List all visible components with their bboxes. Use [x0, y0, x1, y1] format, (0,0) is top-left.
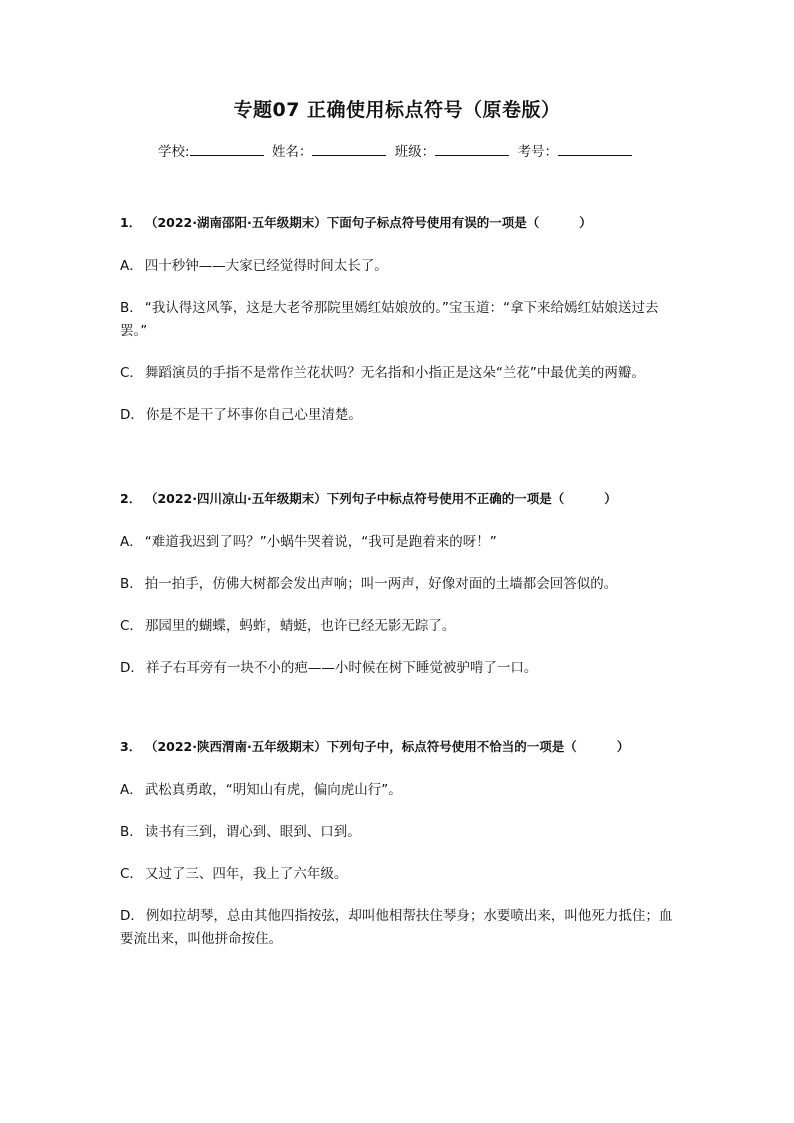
class-blank [435, 143, 509, 156]
option-letter: D． [120, 407, 144, 423]
question-number: 1． [120, 215, 142, 230]
option-letter: C． [120, 618, 143, 634]
option-text: 你是不是干了坏事你自己心里清楚。 [145, 407, 362, 423]
name-field [272, 140, 391, 160]
option-letter: A． [120, 258, 143, 274]
option-c [120, 362, 680, 385]
question-close-paren: ） [616, 739, 630, 754]
option-letter: B． [120, 824, 143, 840]
option-text: 又过了三、四年，我上了六年级。 [144, 866, 348, 882]
option-text: 拍一拍手，仿佛大树都会发出声响；叫一两声，好像对面的土墙都会回答似的。 [144, 576, 618, 592]
question-close-paren: ） [604, 491, 617, 506]
question-1 [120, 213, 680, 446]
question-source: （2022·湖南邵阳·五年级期末） [151, 215, 327, 230]
school-label: 学校: [158, 144, 190, 160]
option-b [120, 821, 680, 844]
option-text: “难道我迟到了吗？”小蜗牛哭着说，“我可是跑着来的呀！” [144, 534, 497, 550]
option-text: 读书有三到，谓心到、眼到、口到。 [144, 824, 361, 840]
class-label: 班级： [394, 144, 436, 160]
question-source: （2022·陕西渭南·五年级期末） [151, 739, 327, 754]
option-d [120, 905, 680, 951]
option-a [120, 531, 680, 554]
option-letter: B． [120, 576, 143, 592]
question-source: （2022·四川凉山·五年级期末） [151, 491, 327, 506]
option-letter: D． [120, 908, 144, 924]
question-close-paren: ） [579, 215, 592, 230]
option-text: 武松真勇敢，“明知山有虎，偏向虎山行”。 [144, 782, 402, 798]
option-c [120, 863, 680, 886]
option-letter: A． [120, 782, 143, 798]
option-d [120, 404, 680, 427]
option-b [120, 573, 680, 596]
option-letter: B． [120, 300, 143, 316]
question-text: 下面句子标点符号使用有误的一项是（ [326, 215, 540, 230]
question-stem [120, 737, 680, 755]
question-2 [120, 489, 680, 699]
option-text: 那园里的蝴蝶，蚂蚱，蜻蜓，也许已经无影无踪了。 [144, 618, 456, 634]
option-b [120, 297, 680, 343]
option-letter: C． [120, 866, 143, 882]
option-a [120, 779, 680, 802]
question-number: 3． [120, 739, 142, 754]
school-field [158, 140, 268, 160]
exam-number-blank [558, 143, 632, 156]
option-letter: C． [120, 365, 143, 381]
page-title: 专题07 正确使用标点符号（原卷版） [233, 99, 561, 121]
option-letter: A． [120, 534, 143, 550]
option-c [120, 615, 680, 638]
exam-number-label: 考号： [517, 144, 558, 160]
option-text: “我认得这风筝，这是大老爷那院里嫣红姑娘放的。”宝玉道：“拿下来给嫣红姑娘送过去罢。” [120, 300, 659, 339]
option-d [120, 657, 680, 680]
school-blank [190, 143, 264, 156]
question-stem [120, 489, 680, 507]
name-blank [312, 143, 386, 156]
question-3 [120, 737, 680, 970]
class-field [395, 140, 514, 160]
question-text: 下列句子中，标点符号使用不恰当的一项是（ [326, 739, 577, 754]
option-text: 四十秒钟——大家已经觉得时间太长了。 [144, 258, 388, 274]
question-text: 下列句子中标点符号使用不正确的一项是（ [326, 491, 565, 506]
student-info-line [0, 140, 794, 160]
option-letter: D． [120, 660, 144, 676]
question-stem [120, 213, 680, 231]
exam-number-field [517, 140, 636, 160]
option-text: 舞蹈演员的手指不是常作兰花状吗？无名指和小指正是这朵“兰花”中最优美的两瓣。 [144, 365, 645, 381]
question-number: 2． [120, 491, 142, 506]
option-a [120, 255, 680, 278]
name-label: 姓名： [271, 144, 313, 160]
option-text: 例如拉胡琴，总由其他四指按弦，却叫他相帮扶住琴身；水要喷出来，叫他死力抵住；血要流出来，叫他拼命按住。 [120, 908, 673, 947]
option-text: 祥子右耳旁有一块不小的疤——小时候在树下睡觉被驴啃了一口。 [145, 660, 538, 676]
